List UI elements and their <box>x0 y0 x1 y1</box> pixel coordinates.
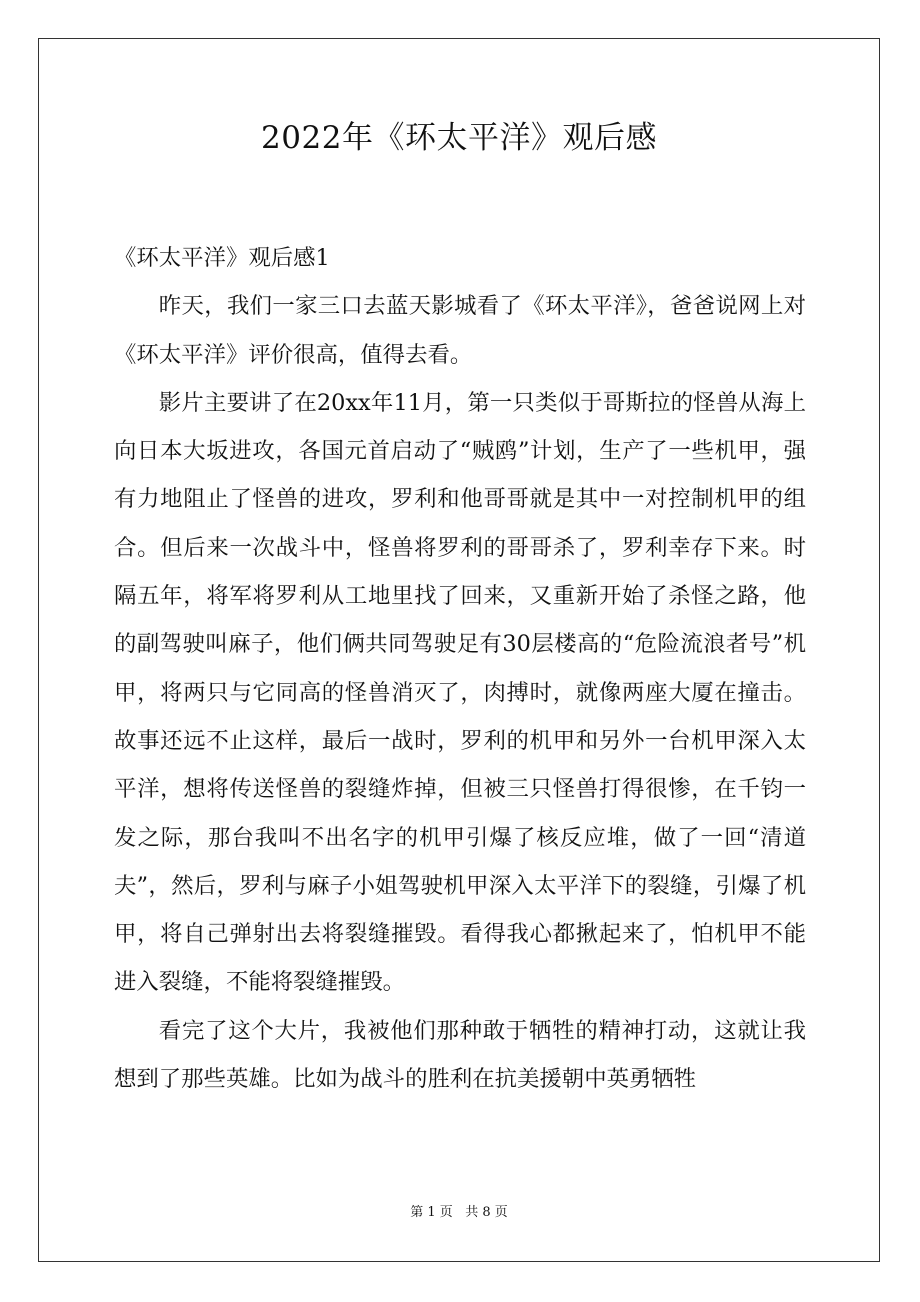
paragraph-2: 影片主要讲了在20xx年11月，第一只类似于哥斯拉的怪兽从海上向日本大坂进攻，各国元首启动了“贼鸥”计划，生产了一些机甲，强有力地阻止了怪兽的进攻，罗利和他哥哥就是其中一对控制机甲的组合。但后来一次战斗中，怪兽将罗利的哥哥杀了，罗利幸存下来。时隔五年，将军将罗利从工地里找了回来，又重新开始了杀怪之路，他的副驾驶叫麻子，他们俩共同驾驶足有30层楼高的“危险流浪者号”机甲，将两只与它同高的怪兽消灭了，肉搏时，就像两座大厦在撞击。故事还远不止这样，最后一战时，罗利的机甲和另外一台机甲深入太平洋，想将传送怪兽的裂缝炸掉，但被三只怪兽打得很惨，在千钧一发之际，那台我叫不出名字的机甲引爆了核反应堆，做了一回“清道夫”，然后，罗利与麻子小姐驾驶机甲深入太平洋下的裂缝，引爆了机甲，将自己弹射出去将裂缝摧毁。看得我心都揪起来了，怕机甲不能进入裂缝，不能将裂缝摧毁。 <box>114 389 806 996</box>
page-footer: 第 1 页 共 8 页 <box>410 1205 508 1220</box>
paragraph-3: 看完了这个大片，我被他们那种敢于牺牲的精神打动，这就让我想到了那些英雄。比如为战斗的胜利在抗美援朝中英勇牺牲 <box>114 1017 806 1093</box>
section-heading: 《环太平洋》观后感1 <box>114 245 330 271</box>
paragraph-1: 昨天，我们一家三口去蓝天影城看了《环太平洋》，爸爸说网上对《环太平洋》评价很高，值得去看。 <box>114 293 806 368</box>
document-body <box>114 234 806 1103</box>
document-title: 2022年《环太平洋》观后感 <box>261 120 657 156</box>
